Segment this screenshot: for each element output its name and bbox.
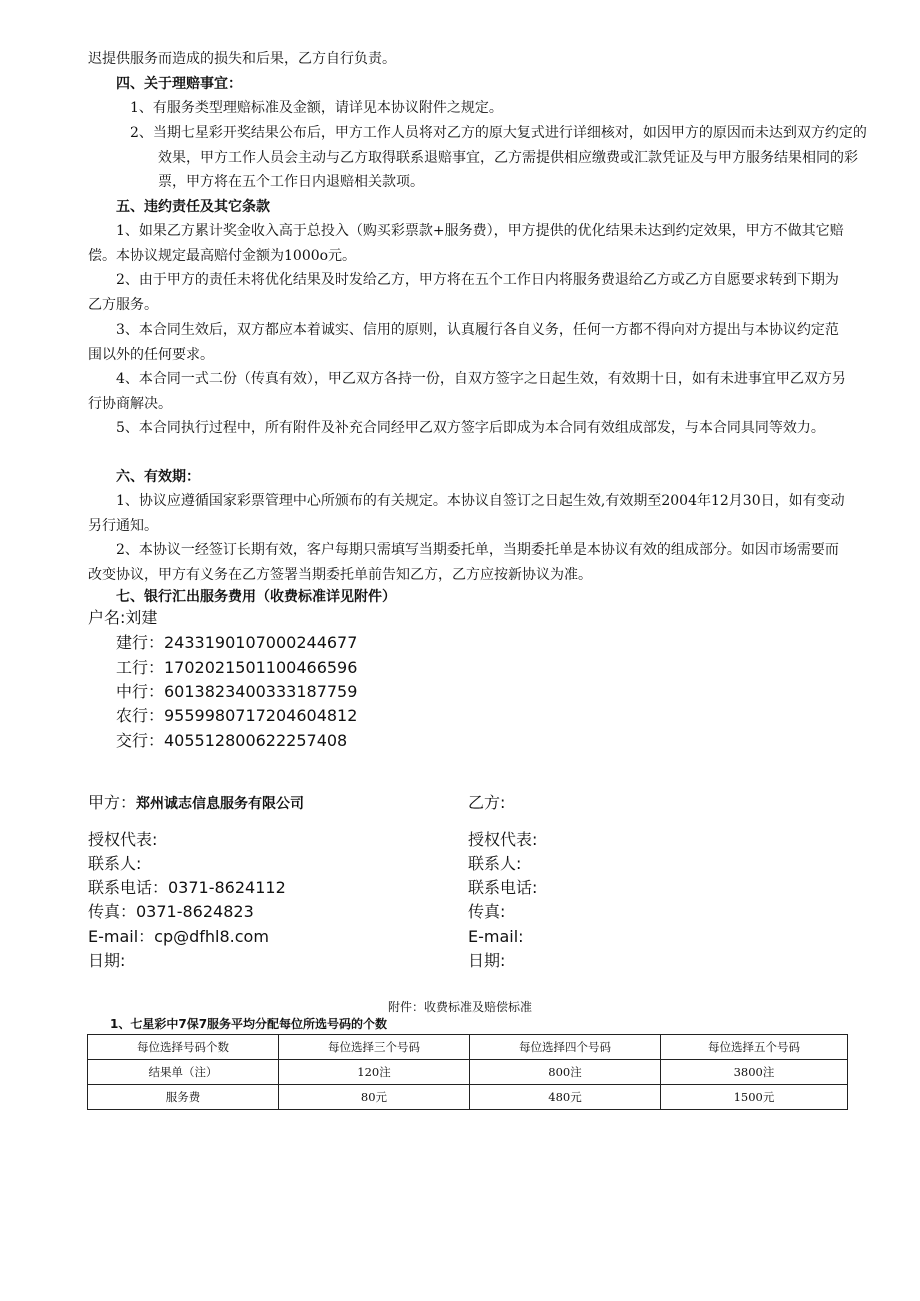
- fee-table: [87, 1034, 848, 1110]
- party-b-email: E-mail:: [468, 927, 524, 946]
- attachment-caption: 附件：收费标准及赔偿标准: [387, 1000, 532, 1014]
- bank-ccb: 建行：2433190107000244677: [116, 633, 358, 652]
- party-a-rep: 授权代表:: [88, 830, 158, 849]
- account-name: 户名:刘建: [88, 608, 158, 627]
- party-a-date: 日期:: [88, 951, 126, 970]
- header-cell: 每位选择四个号码: [470, 1035, 661, 1060]
- bank-boc: 中行：6013823400333187759: [116, 682, 358, 701]
- header-cell: 每位选择号码个数: [88, 1035, 279, 1060]
- bank-icbc: 工行：1702021501100466596: [116, 658, 358, 677]
- table-cell: 3800注: [661, 1060, 848, 1085]
- table-row: [88, 1085, 848, 1110]
- section-4-item-1: 1、有服务类型理赔标准及金额，请详见本协议附件之规定。: [130, 100, 503, 116]
- header-cell: 每位选择五个号码: [661, 1035, 848, 1060]
- party-b-fax: 传真:: [468, 902, 506, 921]
- table-header-row: [88, 1035, 848, 1060]
- header-cell: 每位选择三个号码: [279, 1035, 470, 1060]
- party-b-rep: 授权代表:: [468, 830, 538, 849]
- intro-paragraph: 迟提供服务而造成的损失和后果，乙方自行负责。: [88, 51, 396, 67]
- section-6-item-2: 2、本协议一经签订长期有效，客户每期只需填写当期委托单，当期委托单是本协议有效的组成部分。如因市场需要而改变协议，甲方有义务在乙方签署当期委托单前告知乙方，乙方应按新协议为准。: [88, 542, 839, 583]
- fee-table-title: 1、七星彩中7保7服务平均分配每位所选号码的个数: [110, 1017, 388, 1031]
- table-cell: 480元: [470, 1085, 661, 1110]
- section-5-item-5: 5、本合同执行过程中，所有附件及补充合同经甲乙双方签字后即成为本合同有效组成部发，与本合同具同等效力。: [116, 420, 825, 436]
- party-a-name: 郑州诚志信息服务有限公司: [136, 796, 305, 812]
- section-5-item-2: 2、由于甲方的责任未将优化结果及时发给乙方，甲方将在五个工作日内将服务费退给乙方或乙方自愿要求转到下期为乙方服务。: [88, 272, 839, 313]
- table-cell: 800注: [470, 1060, 661, 1085]
- party-a-fax: 传真：0371-8624823: [88, 902, 254, 921]
- party-a-label: 甲方：: [88, 793, 137, 812]
- section-6-item-1: 1、协议应遵循国家彩票管理中心所颁布的有关规定。本协议自签订之日起生效,有效期至2004年12月30日，如有变动另行通知。: [88, 493, 845, 534]
- section-5-title: 五、违约责任及其它条款: [116, 199, 270, 215]
- table-cell: 80元: [279, 1085, 470, 1110]
- section-5-item-4: 4、本合同一式二份（传真有效），甲乙双方各持一份，自双方签字之日起生效，有效期十日，如有未进事宜甲乙双方另行协商解决。: [88, 371, 846, 412]
- table-row: [88, 1060, 848, 1085]
- section-4-title: 四、关于理赔事宜：: [116, 76, 242, 92]
- table-cell: 1500元: [661, 1085, 848, 1110]
- party-a-contact: 联系人:: [88, 854, 142, 873]
- party-b-contact: 联系人:: [468, 854, 522, 873]
- party-b-date: 日期:: [468, 951, 506, 970]
- section-5-item-1: 1、如果乙方累计奖金收入高于总投入（购买彩票款+服务费），甲方提供的优化结果未达到约定效果，甲方不做其它赔偿。本协议规定最高赔付金额为1000o元。: [88, 223, 844, 264]
- table-cell: 120注: [279, 1060, 470, 1085]
- party-a-line: [88, 791, 304, 816]
- section-7-title: 七、银行汇出服务费用（收费标准详见附件）: [116, 589, 396, 605]
- section-4-item-2: 2、当期七星彩开奖结果公布后，甲方工作人员将对乙方的原大复式进行详细核对，如因甲方的原因而未达到双方约定的效果，甲方工作人员会主动与乙方取得联系退赔事宜，乙方需提供相应缴费或汇款凭证及与甲方服务结果相同的彩票，甲方将在五个工作日内退赔相关款项。: [130, 125, 867, 190]
- bank-bocom: 交行：405512800622257408: [116, 731, 348, 750]
- party-b-phone: 联系电话:: [468, 878, 538, 897]
- party-a-email: E-mail：cp@dfhl8.com: [88, 927, 269, 946]
- table-cell: 服务费: [88, 1085, 279, 1110]
- section-6-title: 六、有效期：: [116, 469, 200, 485]
- party-b-label: 乙方:: [468, 793, 506, 812]
- table-cell: 结果单（注）: [88, 1060, 279, 1085]
- section-5-item-3: 3、本合同生效后，双方都应本着诚实、信用的原则，认真履行各自义务，任何一方都不得向对方提出与本协议约定范围以外的任何要求。: [88, 322, 839, 363]
- party-a-phone: 联系电话：0371-8624112: [88, 878, 286, 897]
- bank-abc: 农行：9559980717204604812: [116, 706, 358, 725]
